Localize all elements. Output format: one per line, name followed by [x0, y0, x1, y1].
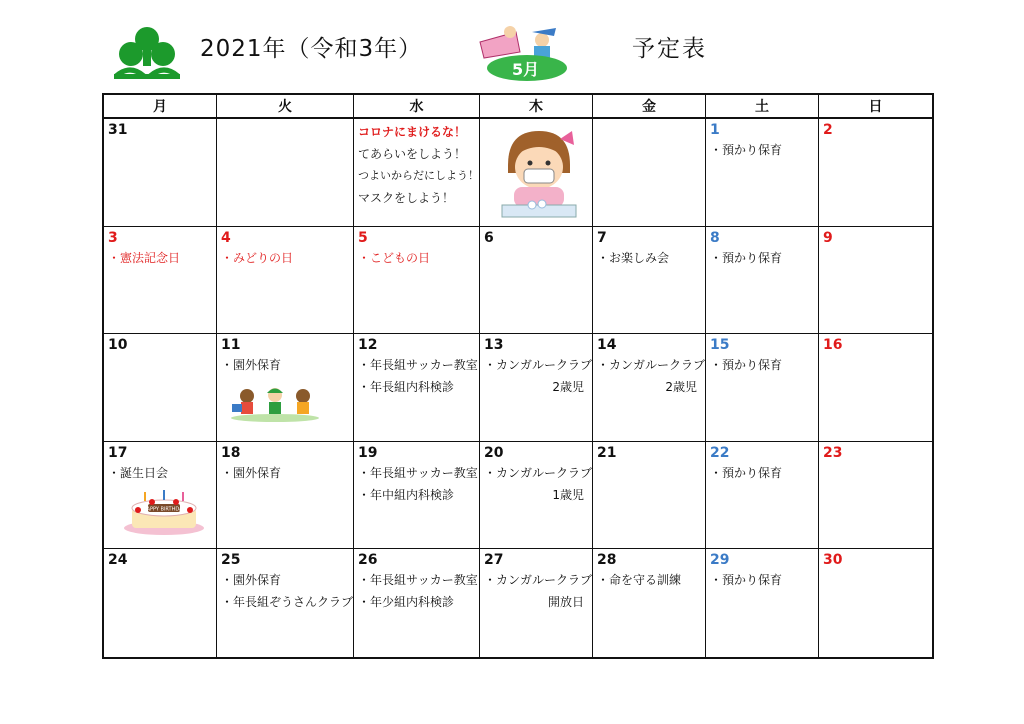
day-cell-4 [217, 227, 354, 335]
day-cell-18 [217, 442, 354, 550]
day-cell-6 [480, 227, 593, 335]
day-cell-22 [706, 442, 819, 550]
weekday-header-sun: 日 [819, 95, 932, 119]
day-number: 25 [220, 552, 241, 569]
day-cell-13 [480, 334, 593, 442]
day-cell-3 [104, 227, 217, 335]
day-cell-25 [217, 549, 354, 657]
day-number: 5 [358, 229, 368, 246]
day-cell-1 [706, 119, 819, 227]
day-number: 24 [108, 552, 128, 569]
day-number: 22 [710, 444, 730, 461]
day-cell-2 [819, 119, 932, 227]
event-text: ・預かり保育 [710, 250, 783, 265]
event-text: ・年長組ぞうさんクラブ [220, 595, 353, 610]
day-cell-29 [706, 549, 819, 657]
day-number: 28 [597, 552, 617, 569]
day-number: 20 [484, 444, 504, 461]
day-number: 7 [597, 229, 607, 246]
corona-message-line: マスクをしよう！ [358, 191, 455, 205]
day-cell-corona-message [354, 119, 480, 227]
cake-plate-text: HAPPY BIRTHDAY [142, 506, 186, 513]
day-number: 31 [108, 122, 128, 138]
day-cell-26 [354, 549, 480, 657]
birthday-cake-illustration [122, 490, 206, 536]
event-text: ・命を守る訓練 [597, 573, 682, 588]
day-cell-11 [217, 334, 354, 442]
event-text: ・年長組内科検診 [358, 380, 455, 395]
day-cell-14 [593, 334, 706, 442]
day-cell-9 [819, 227, 932, 335]
event-text: ・年長組サッカー教室 [358, 573, 478, 588]
day-number: 14 [597, 337, 617, 354]
event-text: ・お楽しみ会 [597, 250, 670, 265]
day-number: 10 [108, 337, 128, 354]
day-cell-24 [104, 549, 217, 657]
weekday-header-fri: 金 [593, 95, 706, 119]
day-number: 2 [823, 122, 833, 138]
event-text: ・預かり保育 [710, 143, 783, 157]
weekday-header-mon: 月 [104, 95, 217, 119]
weekday-header-wed: 水 [354, 95, 480, 119]
corona-message-title: コロナにまけるな！ [358, 125, 467, 139]
day-number: 13 [484, 337, 504, 354]
event-text: ・誕生日会 [108, 465, 169, 480]
event-text: ・年少組内科検診 [358, 595, 455, 610]
event-text: ・園外保育 [220, 573, 281, 588]
weekday-header-sat: 土 [706, 95, 819, 119]
event-text: ・預かり保育 [710, 573, 783, 588]
day-cell-21 [593, 442, 706, 550]
day-number: 27 [484, 552, 504, 569]
event-subtext: 1歳児 [552, 487, 585, 502]
holiday-text: ・憲法記念日 [108, 250, 181, 265]
weekday-header-tue: 火 [217, 95, 354, 119]
event-subtext: 2歳児 [665, 380, 698, 395]
day-number: 1 [710, 122, 720, 138]
calendar-year-title: 2021年（令和3年） [200, 36, 423, 62]
day-number: 11 [220, 337, 241, 354]
event-text: ・年長組サッカー教室 [358, 358, 478, 373]
clover-logo [110, 24, 184, 82]
day-number: 12 [358, 337, 378, 354]
day-cell-10 [104, 334, 217, 442]
day-number: 4 [220, 229, 231, 246]
day-cell-30 [819, 549, 932, 657]
event-text: ・園外保育 [220, 465, 281, 480]
day-number: 26 [358, 552, 378, 569]
corona-message-line: てあらいをしよう！ [358, 147, 467, 161]
schedule-title: 予定表 [632, 36, 707, 62]
day-number: 15 [710, 337, 730, 354]
holiday-text: ・みどりの日 [220, 250, 293, 265]
day-number: 29 [710, 552, 730, 569]
day-cell-20 [480, 442, 593, 550]
day-cell-15 [706, 334, 819, 442]
day-number: 3 [108, 229, 118, 246]
event-text: ・カンガルークラブ [484, 358, 593, 373]
may-carp-streamer-illustration [476, 22, 578, 84]
day-cell-5 [354, 227, 480, 335]
event-text: ・年長組サッカー教室 [358, 465, 478, 480]
day-number: 17 [108, 444, 128, 461]
event-text: ・年中組内科検診 [358, 487, 455, 502]
event-subtext: 2歳児 [552, 380, 585, 395]
day-cell-28 [593, 549, 706, 657]
event-text: ・預かり保育 [710, 358, 783, 373]
event-text: ・園外保育 [220, 358, 281, 373]
event-text: ・カンガルークラブ [484, 573, 593, 588]
day-cell-empty [217, 119, 354, 227]
day-number: 19 [358, 444, 378, 461]
event-text: ・預かり保育 [710, 465, 783, 480]
day-cell-19 [354, 442, 480, 550]
day-cell-31 [104, 119, 217, 227]
day-cell-23 [819, 442, 932, 550]
event-subtext: 開放日 [548, 595, 585, 610]
day-cell-7 [593, 227, 706, 335]
event-text: ・カンガルークラブ [597, 358, 706, 373]
day-number: 16 [823, 337, 843, 354]
children-walking-illustration [229, 384, 321, 422]
may-badge-text: 5月 [512, 60, 540, 79]
day-cell-8 [706, 227, 819, 335]
corona-message-line: つよいからだにしよう！ [358, 169, 479, 182]
day-cell-27 [480, 549, 593, 657]
day-cell-16 [819, 334, 932, 442]
day-cell-empty [593, 119, 706, 227]
day-cell-17 [104, 442, 217, 550]
weekday-header-thu: 木 [480, 95, 593, 119]
day-number: 8 [710, 229, 720, 246]
holiday-text: ・こどもの日 [358, 250, 431, 265]
day-number: 9 [823, 229, 833, 246]
day-cell-mask-illustration [480, 119, 593, 227]
event-text: ・カンガルークラブ [484, 465, 593, 480]
day-number: 6 [484, 229, 494, 246]
day-cell-12 [354, 334, 480, 442]
day-number: 18 [220, 444, 241, 461]
day-number: 21 [597, 444, 617, 461]
child-washing-hands-illustration [498, 125, 580, 221]
day-number: 23 [823, 444, 843, 461]
monthly-calendar [102, 93, 934, 659]
day-number: 30 [823, 552, 843, 569]
